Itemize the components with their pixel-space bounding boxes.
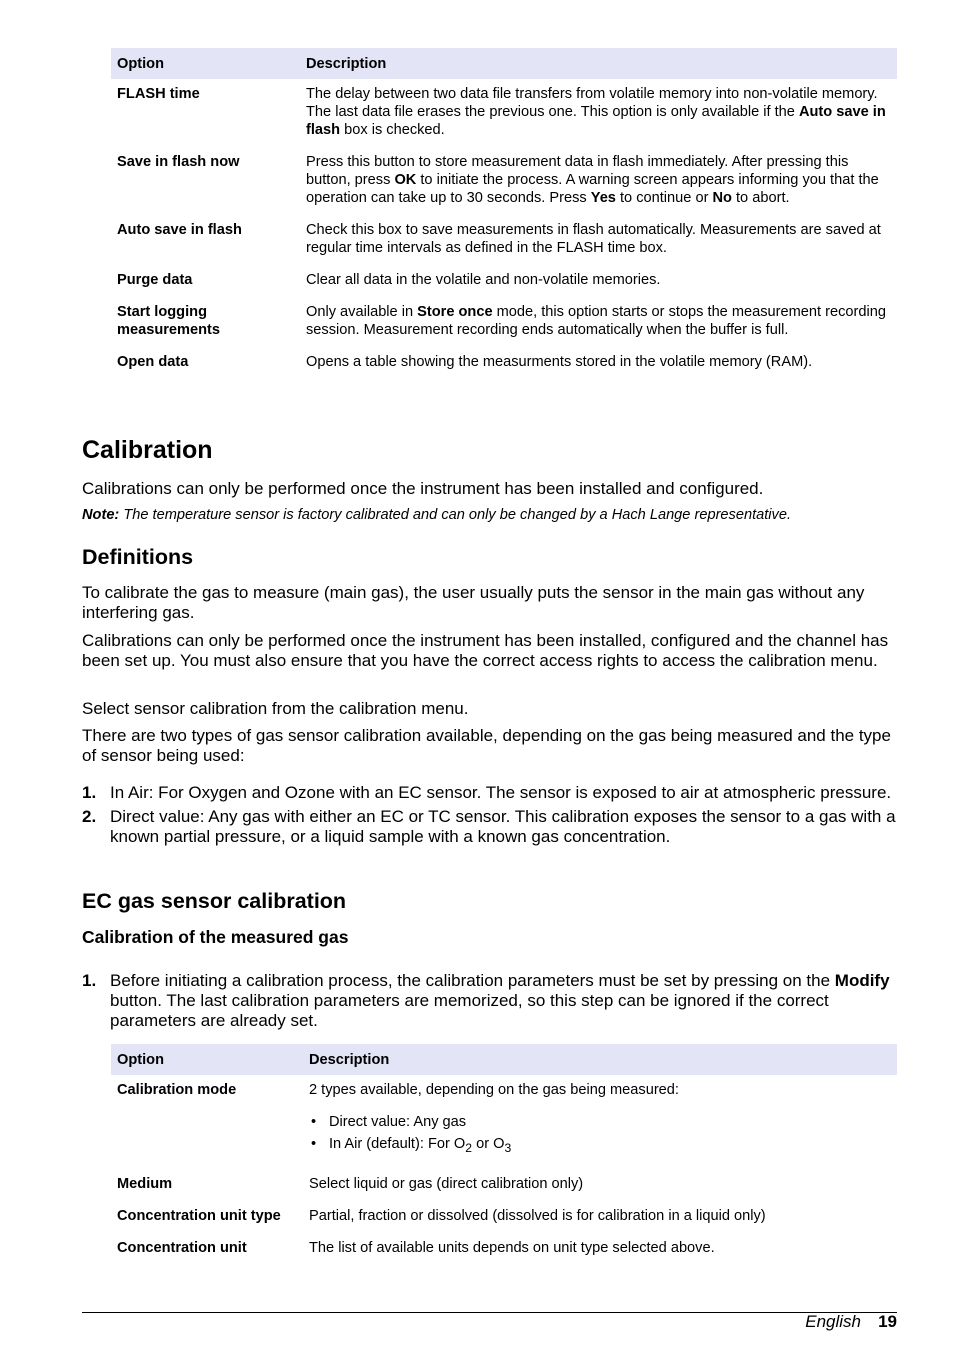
table-header-row [111,48,897,79]
table-row [111,1201,897,1233]
list-item [82,971,898,1031]
description-cell: Only available in Store once mode, this option starts or stops the measurement recording session. Measurement recording ends automatically when the buffer is full. [306,304,886,338]
calibration-types-list [82,783,898,851]
description-cell: Press this button to store measurement data in flash immediately. After pressing this button, press OK to initiate the process. A warning screen appears informing you that the operation can take up to 30 seconds. Press Yes to continue or No to abort. [306,154,879,206]
description-cell: Check this box to save measurements in flash automatically. Measurements are saved at regular time intervals as defined in the FLASH time box. [306,222,881,256]
calibration-parameters-table [111,1044,897,1265]
table-header-row [111,1044,897,1075]
option-cell: FLASH time [117,86,200,102]
definitions-paragraph: Select sensor calibration from the calibration menu. [82,699,469,718]
list-number: 1. [82,783,97,802]
list-number: 2. [82,807,97,826]
list-number: 1. [82,971,97,990]
description-cell: Clear all data in the volatile and non-volatile memories. [306,272,661,288]
definitions-heading: Definitions [82,545,194,569]
option-cell: Purge data [117,272,193,288]
option-header: Option [111,48,300,79]
table-row [111,215,897,265]
note-text: The temperature sensor is factory calibrated and can only be changed by a Hach Lange representative. [119,507,792,523]
calibration-heading: Calibration [82,436,213,464]
option-header: Option [111,1044,303,1075]
option-cell: Save in flash now [117,154,240,170]
table-row [111,1233,897,1265]
list-text: In Air: For Oxygen and Ozone with an EC sensor. The sensor is exposed to air at atmospheric pressure. [110,783,892,802]
description-cell: Select liquid or gas (direct calibration only) [309,1175,584,1192]
definitions-paragraph: To calibrate the gas to measure (main gas), the user usually puts the sensor in the main gas without any interfering gas. [82,583,865,622]
definitions-paragraph: There are two types of gas sensor calibration available, depending on the gas being measured and the type of sensor being used: [82,726,891,765]
table-row [111,1169,897,1201]
calibration-note [82,507,791,523]
description-cell: 2 types available, depending on the gas being measured: • Direct value: Any gas • In Air (default): For $O_2$ or $O_3$ [303,1075,897,1169]
list-text: Direct value: Any gas with either an EC or TC sensor. This calibration exposes the sensor to a gas with a known partial pressure, or a liquid sample with a known gas concentration. [110,807,896,846]
description-cell: Partial, fraction or dissolved (dissolved is for calibration in a liquid only) [309,1207,766,1224]
options-table [111,48,897,379]
definitions-paragraph: Calibrations can only be performed once the instrument has been installed, configured and the channel has been set up. You must also ensure that you have the correct access rights to access the calibration menu. [82,631,889,670]
option-cell: Medium [117,1175,173,1192]
modify-reference: Modify [834,971,890,990]
option-cell: Concentration unit type [117,1207,281,1224]
note-label: Note: [82,507,120,523]
option-cell: Concentration unit [117,1239,247,1256]
list-item [82,807,898,847]
footer-language: English [805,1312,861,1331]
description-cell: The list of available units depends on unit type selected above. [309,1239,715,1256]
table-row [111,1075,897,1169]
mode-bullet-list [309,1113,891,1157]
option-cell: Auto save in flash [117,222,242,238]
table-row [111,147,897,215]
option-cell: Calibration mode [117,1082,237,1098]
bullet-item: • In Air (default): For $O_2$ or $O_3$ [311,1136,512,1155]
table-row [111,297,897,347]
footer-divider [82,1312,897,1313]
description-cell: Opens a table showing the measurments stored in the volatile memory (RAM). [306,354,813,370]
description-header: Description [300,48,897,79]
list-item [82,783,898,803]
calibration-intro: Calibrations can only be performed once the instrument has been installed and configured. [82,479,764,498]
description-cell: The delay between two data file transfers from volatile memory into non-volatile memory. The last data file erases the previous one. This option is only available if the Auto save in flash box is checked. [306,86,886,138]
table-row [111,79,897,147]
procedure-list [82,971,898,1035]
option-cell: Open data [117,354,189,370]
page-number: 19 [878,1312,897,1331]
table-row [111,347,897,379]
ec-calibration-heading: EC gas sensor calibration [82,889,347,913]
option-cell: Start logging measurements [117,304,221,338]
measured-gas-subheading: Calibration of the measured gas [82,927,349,947]
bullet-item: • Direct value: Any gas [311,1114,467,1130]
step-text: Before initiating a calibration process, the calibration parameters must be set by pressing on the Modify button. The last calibration parameters are memorized, so this step can be ignored if the correct parameters are already set. [110,971,890,1030]
description-header: Description [303,1044,897,1075]
table-row [111,265,897,297]
